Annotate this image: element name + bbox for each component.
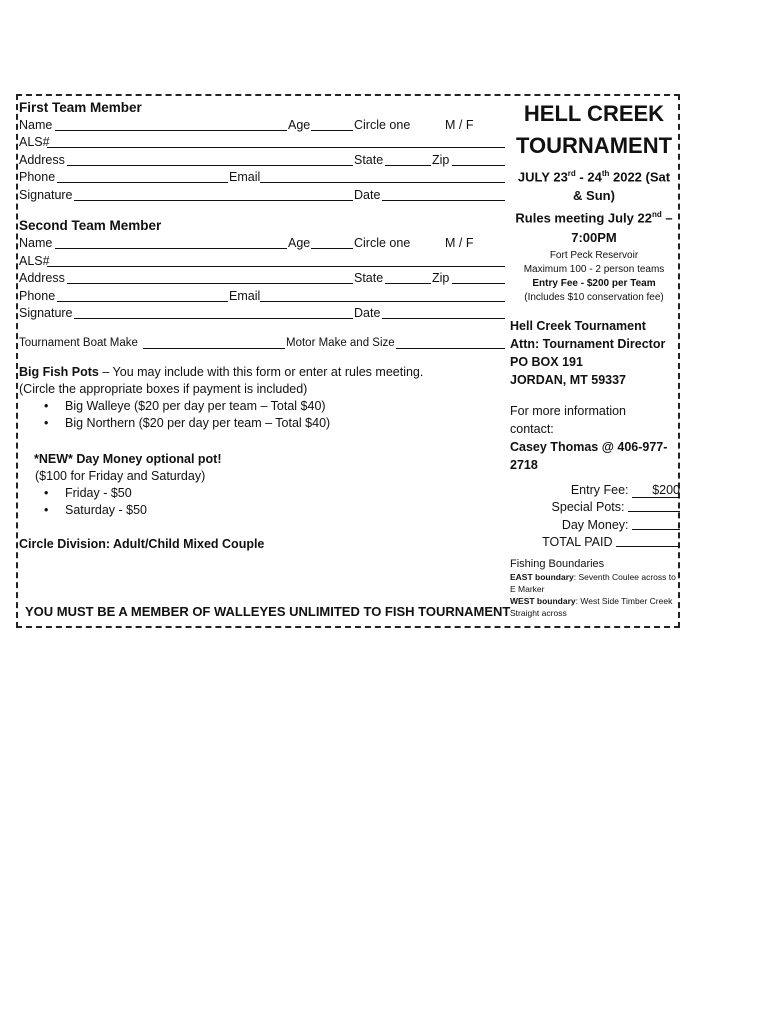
first-age-field[interactable]	[311, 130, 353, 131]
second-signature-row	[19, 306, 505, 321]
east-boundary-text: E Marker	[510, 583, 545, 594]
day-money-row	[562, 517, 680, 534]
second-address-field[interactable]	[67, 283, 353, 284]
boundaries-title: Fishing Boundaries	[510, 557, 605, 570]
phone-label: Phone	[19, 289, 56, 303]
date-text: - 24	[575, 169, 602, 185]
date-days: & Sun)	[573, 188, 615, 204]
date-label: Date	[354, 306, 381, 320]
address-line: JORDAN, MT 59337	[510, 372, 627, 387]
title-line-1: HELL CREEK	[523, 101, 665, 126]
first-member-heading: First Team Member	[19, 100, 142, 115]
state-label: State	[354, 271, 384, 285]
second-phone-row	[19, 289, 505, 304]
address-line: PO BOX 191	[510, 354, 583, 369]
west-boundary-text: : West Side Timber Creek	[575, 595, 673, 606]
first-address-field[interactable]	[67, 165, 353, 166]
name-label: Name	[19, 118, 53, 132]
special-pots-label: Special Pots:	[551, 499, 625, 514]
age-label: Age	[288, 236, 311, 250]
tournament-info-section	[508, 98, 680, 619]
address-label: Address	[19, 271, 65, 285]
date-text: 2022 (Sat	[609, 169, 671, 185]
title-line-2: TOURNAMENT	[515, 133, 673, 158]
day-money-label: Day Money:	[561, 517, 629, 532]
fee-summary	[508, 482, 680, 557]
fishing-boundaries	[510, 557, 680, 619]
first-als-field[interactable]	[47, 147, 505, 148]
list-item[interactable]: • Saturday - $50	[19, 502, 505, 519]
west-boundary	[510, 595, 680, 607]
date-line	[508, 164, 680, 186]
signature-label: Signature	[19, 306, 73, 320]
second-date-field[interactable]	[382, 318, 505, 319]
total-paid-label: TOTAL PAID	[542, 534, 613, 549]
date-suffix: th	[601, 169, 610, 178]
first-signature-field[interactable]	[74, 200, 353, 201]
als-label: ALS#	[19, 254, 50, 268]
big-fish-intro	[19, 364, 505, 381]
location: Fort Peck Reservoir	[549, 249, 639, 261]
boat-make-field[interactable]	[143, 348, 285, 349]
list-item[interactable]: • Big Northern ($20 per day per team – Total $40)	[19, 415, 505, 432]
contact-name-phone: Casey Thomas @ 406-977-	[510, 439, 668, 454]
address-line: Hell Creek Tournament	[510, 318, 646, 333]
contact-name-phone: 2718	[510, 457, 538, 472]
second-age-field[interactable]	[311, 248, 353, 249]
first-address-row	[19, 153, 505, 168]
zip-label: Zip	[432, 271, 450, 285]
zip-label: Zip	[432, 153, 450, 167]
rules-suffix: nd	[651, 210, 662, 220]
boat-make-label: Tournament Boat Make	[19, 337, 138, 349]
date-text: JULY 23	[517, 169, 568, 185]
date-suffix: rd	[567, 169, 576, 178]
west-boundary-text: Straight across	[510, 607, 567, 618]
west-boundary-label: WEST boundary	[510, 595, 576, 606]
rules-time: 7:00PM	[571, 229, 617, 245]
name-label: Name	[19, 236, 53, 250]
gender-choice[interactable]: M / F	[445, 236, 474, 250]
contact-intro: For more information	[510, 403, 627, 418]
signature-label: Signature	[19, 188, 73, 202]
total-paid-row	[542, 534, 680, 551]
second-phone-field[interactable]	[57, 301, 228, 302]
first-zip-field[interactable]	[452, 165, 505, 166]
entry-fee-row	[571, 482, 680, 499]
contact-info	[510, 402, 680, 474]
second-als-row	[19, 254, 505, 269]
entry-fee-note: Entry Fee - $200 per Team	[532, 277, 656, 289]
event-details	[508, 249, 680, 305]
big-fish-note: (Circle the appropriate boxes if payment is included)	[19, 382, 308, 396]
circle-one-label: Circle one	[354, 236, 411, 250]
first-name-field[interactable]	[55, 130, 287, 131]
east-boundary	[510, 571, 680, 583]
second-als-field[interactable]	[47, 266, 505, 267]
day-money-field[interactable]	[632, 517, 680, 530]
first-state-field[interactable]	[385, 165, 431, 166]
mailing-address	[510, 317, 680, 389]
big-fish-pots-section	[19, 364, 505, 432]
age-label: Age	[288, 118, 311, 132]
second-email-field[interactable]	[260, 301, 505, 302]
first-name-row	[19, 118, 505, 133]
als-label: ALS#	[19, 135, 50, 149]
conservation-note: (Includes $10 conservation fee)	[524, 291, 664, 303]
max-teams: Maximum 100 - 2 person teams	[523, 263, 665, 275]
motor-field[interactable]	[396, 348, 505, 349]
second-address-row	[19, 271, 505, 286]
date-label: Date	[354, 188, 381, 202]
address-label: Address	[19, 153, 65, 167]
entry-fee-label: Entry Fee:	[570, 482, 629, 497]
first-phone-field[interactable]	[57, 182, 228, 183]
first-als-row	[19, 135, 505, 150]
second-signature-field[interactable]	[74, 318, 353, 319]
rules-text: –	[661, 210, 673, 226]
second-state-field[interactable]	[385, 283, 431, 284]
first-date-field[interactable]	[382, 200, 505, 201]
total-paid-field[interactable]	[616, 534, 680, 547]
day-money-note: ($100 for Friday and Saturday)	[35, 469, 206, 483]
gender-choice[interactable]: M / F	[445, 118, 474, 132]
first-phone-row	[19, 170, 505, 185]
special-pots-row	[552, 499, 680, 516]
membership-notice: YOU MUST BE A MEMBER OF WALLEYES UNLIMITED TO FISH TOURNAMENT	[25, 604, 511, 619]
list-item[interactable]: • Friday - $50	[19, 485, 505, 502]
state-label: State	[354, 153, 384, 167]
registration-form	[16, 94, 680, 628]
day-money-list	[19, 485, 505, 519]
boat-motor-row	[19, 336, 505, 351]
email-label: Email	[229, 170, 261, 184]
contact-intro: contact:	[510, 421, 554, 436]
first-signature-row	[19, 188, 505, 203]
second-zip-field[interactable]	[452, 283, 505, 284]
entry-fee-value: $200	[632, 483, 680, 498]
rules-text: Rules meeting July 22	[515, 210, 652, 226]
east-boundary-label: EAST boundary	[510, 571, 574, 582]
address-line: Attn: Tournament Director	[510, 336, 666, 351]
division-selector[interactable]: Circle Division: Adult/Child Mixed Couple	[19, 537, 265, 551]
big-fish-title: Big Fish Pots	[19, 365, 99, 379]
tournament-dates	[508, 164, 680, 247]
big-fish-text: – You may include with this form or enter at rules meeting.	[98, 365, 424, 379]
tournament-title	[508, 98, 680, 162]
day-money-section	[19, 451, 505, 519]
second-name-row	[19, 236, 505, 251]
first-email-field[interactable]	[260, 182, 505, 183]
big-fish-list	[19, 398, 505, 432]
email-label: Email	[229, 289, 261, 303]
special-pots-field[interactable]	[628, 499, 680, 512]
list-item[interactable]: • Big Walleye ($20 per day per team – Total $40)	[19, 398, 505, 415]
day-money-title: *NEW* Day Money optional pot!	[34, 452, 222, 466]
motor-label: Motor Make and Size	[286, 337, 395, 349]
circle-one-label: Circle one	[354, 118, 411, 132]
second-name-field[interactable]	[55, 248, 287, 249]
phone-label: Phone	[19, 170, 56, 184]
second-member-heading: Second Team Member	[19, 218, 162, 233]
rules-meeting	[508, 205, 680, 227]
east-boundary-text: : Seventh Coulee across to	[573, 571, 676, 582]
